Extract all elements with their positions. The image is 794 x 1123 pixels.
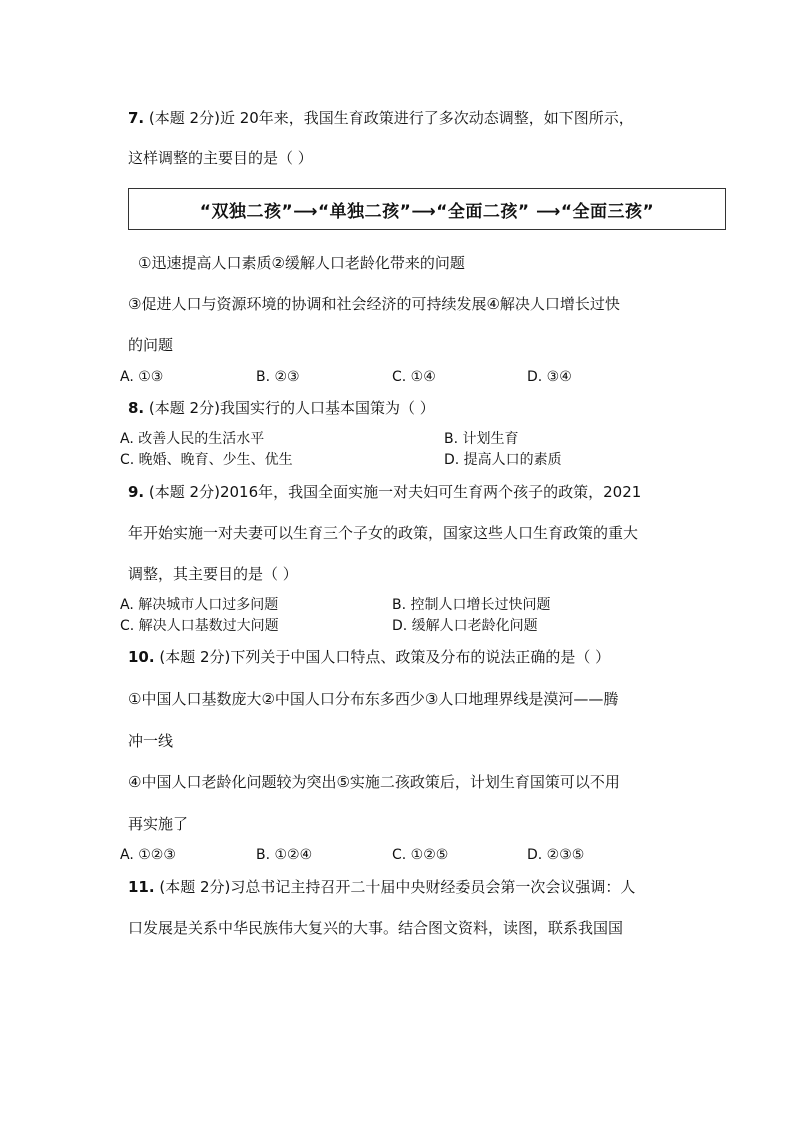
q9-number: 9. [128, 483, 145, 501]
policy-diagram [128, 188, 726, 230]
q7-option-c[interactable]: C. ①④ [392, 369, 436, 385]
q7-option-a[interactable]: A. ①③ [120, 369, 164, 385]
q9-stem [128, 482, 641, 502]
policy-sequence: “双独二孩”⟶“单独二孩”⟶“全面二孩” ⟶“全面三孩” [199, 202, 655, 222]
q10-statement-2: 冲一线 [128, 732, 174, 750]
q8-option-a[interactable]: A. 改善人民的生活水平 [120, 431, 265, 447]
q8-number: 8. [128, 399, 145, 417]
q7-stem [128, 108, 634, 128]
q8-option-b[interactable]: B. 计划生育 [444, 431, 519, 447]
q9-stem-line-2: 年开始实施一对夫妻可以生育三个子女的政策，国家这些人口生育政策的重大 [128, 524, 639, 542]
q9-options [120, 595, 720, 637]
q10-option-b[interactable]: B. ①②④ [256, 847, 313, 863]
q7-number: 7. [128, 109, 145, 127]
q11-stem-line-2: 口发展是关系中华民族伟大复兴的大事。结合图文资料，读图，联系我国国 [128, 919, 624, 937]
q9-stem-line-1: (本题 2分)2016年，我国全面实施一对夫妇可生育两个孩子的政策，2021 [148, 483, 642, 501]
q9-option-c[interactable]: C. 解决人口基数过大问题 [120, 618, 279, 634]
q8-option-c[interactable]: C. 晚婚、晚育、少生、优生 [120, 452, 293, 468]
q9-option-b[interactable]: B. 控制人口增长过快问题 [392, 597, 551, 613]
q10-statement-4: 再实施了 [128, 815, 189, 833]
q10-option-a[interactable]: A. ①②③ [120, 847, 176, 863]
q10-statement-3: ④中国人口老龄化问题较为突出⑤实施二孩政策后，计划生育国策可以不用 [128, 773, 620, 791]
q10-option-c[interactable]: C. ①②⑤ [392, 847, 449, 863]
q10-number: 10. [128, 648, 155, 666]
q10-stem-line-1: (本题 2分)下列关于中国人口特点、政策及分布的说法正确的是（ ） [159, 648, 611, 666]
q11-number: 11. [128, 878, 155, 896]
q7-statement-1: ①迅速提高人口素质②缓解人口老龄化带来的问题 [138, 254, 465, 272]
q10-options [120, 845, 720, 865]
q9-option-a[interactable]: A. 解决城市人口过多问题 [120, 597, 279, 613]
q11-stem [128, 877, 635, 897]
q7-stem-line-1: (本题 2分)近 20年来，我国生育政策进行了多次动态调整，如下图所示， [148, 109, 634, 127]
q11-stem-line-1: (本题 2分)习总书记主持召开二十届中央财经委员会第一次会议强调：人 [159, 878, 636, 896]
q8-stem-line-1: (本题 2分)我国实行的人口基本国策为（ ） [148, 399, 435, 417]
q8-option-d[interactable]: D. 提高人口的素质 [444, 452, 562, 468]
q7-statement-3: 的问题 [128, 336, 174, 354]
q7-option-d[interactable]: D. ③④ [527, 369, 572, 385]
q7-option-b[interactable]: B. ②③ [256, 369, 300, 385]
q9-option-d[interactable]: D. 缓解人口老龄化问题 [392, 618, 538, 634]
q10-statement-1: ①中国人口基数庞大②中国人口分布东多西少③人口地理界线是漠河——腾 [128, 690, 619, 708]
q10-option-d[interactable]: D. ②③⑤ [527, 847, 585, 863]
q8-stem [128, 398, 435, 418]
q9-stem-line-3: 调整，其主要目的是（ ） [128, 565, 298, 583]
q7-statement-2: ③促进人口与资源环境的协调和社会经济的可持续发展④解决人口增长过快 [128, 295, 620, 313]
q7-options [120, 367, 720, 387]
q10-stem [128, 647, 610, 667]
q8-options [120, 429, 720, 471]
q7-stem-line-2: 这样调整的主要目的是（ ） [128, 149, 313, 167]
